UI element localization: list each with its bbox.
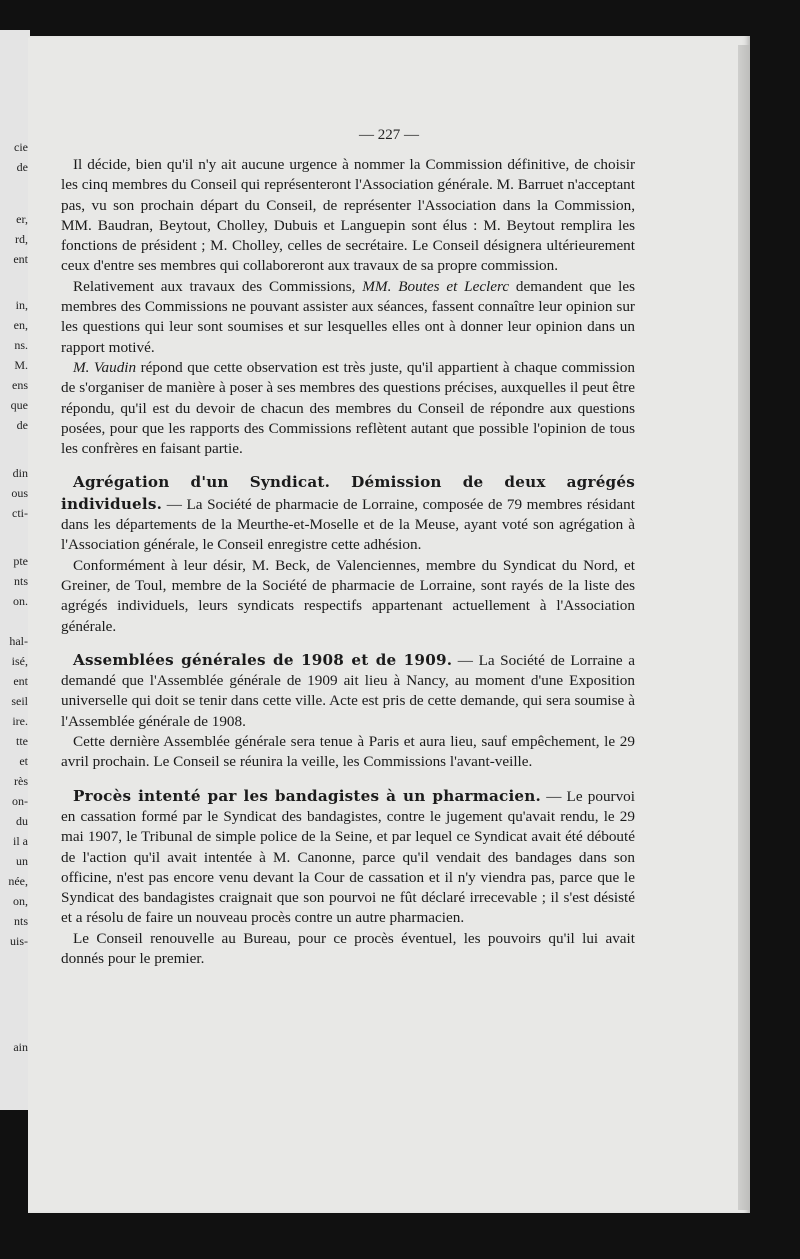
facing-page-fragment: isé, — [11, 654, 28, 668]
paragraph-assemblee-paris: Cette dernière Assemblée générale sera tenue à Paris et aura lieu, sauf empêchement, le 29 avril prochain. Le Conseil se réunira la veille, les Commissions l'avant-veille. — [61, 733, 635, 771]
facing-page-fragment: M. — [14, 358, 28, 372]
facing-page-fragment: du — [16, 814, 28, 828]
facing-page-fragment: on. — [13, 594, 28, 608]
facing-page-fragment: ent — [13, 674, 28, 688]
facing-page-fragment: un — [16, 854, 28, 868]
facing-page-fragment: pte — [13, 554, 28, 568]
facing-page-fragment: que — [10, 398, 28, 412]
facing-page-fragment: uis- — [10, 934, 28, 948]
section-text: — La Société de Lorraine a demandé que l'Assemblée générale de 1909 ait lieu à Nancy, au moment d'une Exposition universelle qui doit se tenir dans cette ville. Acte est pris de cette demande, qui sera soumise à l'Assemblée générale de 1908. — [61, 651, 635, 730]
section-assemblees — [61, 650, 635, 732]
paragraph-commission: Il décide, bien qu'il n'y ait aucune urgence à nommer la Commission définitive, de choisir les cinq membres du Conseil qui représenteront l'Association générale. M. Barruet n'acceptant pas, vu son prochain départ du Conseil, de représenter l'Association dans la Commission, MM. Baudran, Beytout, Cholley, Dubuis et Languepin sont élus : M. Beytout remplira les fonctions de président ; M. Cholley, celles de secrétaire. Le Conseil désignera ultérieurement ceux d'entre ses membres qui collaboreront aux travaux de sa propre commission. — [61, 156, 635, 275]
body-text — [61, 155, 635, 969]
paragraph-vaudin — [61, 358, 635, 459]
paragraph-body: demandent que les membres des Commissions ne pouvant assister aux séances, fassent connaître leur opinion sur les questions qui leur sont soumises et sur lesquelles elles ont à donner leur opinion dans un rapport motivé. — [61, 277, 635, 356]
paragraph-lead: Relativement aux travaux des Commissions, — [73, 277, 363, 295]
facing-page-fragment: en, — [13, 318, 28, 332]
facing-page-fragment: rd, — [15, 232, 28, 246]
speaker-names: MM. Boutes et Leclerc — [362, 277, 510, 295]
section-text: — Le pourvoi en cassation formé par le Syndicat des bandagistes, contre le jugement qu'avait rendu, le 29 mai 1907, le Tribunal de simple police de la Seine, et par lequel ce Syndicat avait été débouté de l'action qu'il avait intentée à M. Canonne, parce qu'il vendait des bandages dans son officine, n'est pas encore venu devant la Cour de cassation et il n'y viendra pas, parce que le Syndicat des bandagistes craignait que son pourvoi ne fût déclaré irrecevable ; il s'est désisté et a résolu de faire un nouveau procès contre un autre pharmacien. — [61, 787, 635, 927]
facing-page-fragment: ain — [13, 1040, 28, 1054]
facing-page-fragment: on- — [12, 794, 28, 808]
facing-page-fragment: ns. — [14, 338, 28, 352]
section-title: Procès intenté par les bandagistes à un pharmacien. — [73, 786, 542, 805]
facing-page-fragment: cti- — [12, 506, 28, 520]
document-page — [28, 36, 750, 1213]
facing-page-edge — [0, 30, 30, 1110]
facing-page-fragment: on, — [13, 894, 28, 908]
section-proces — [61, 786, 635, 929]
page-edge — [738, 45, 750, 1210]
facing-page-fragment: il a — [13, 834, 28, 848]
paragraph-conseil-bureau: Le Conseil renouvelle au Bureau, pour ce procès éventuel, les pouvoirs qu'il lui avait donnés pour le premier. — [61, 929, 635, 967]
facing-page-fragment: ent — [13, 252, 28, 266]
facing-page-fragment: née, — [8, 874, 28, 888]
section-title: Agrégation d'un Syndicat. Démission de deux agrégés individuels. — [61, 473, 635, 513]
paragraph-beck-greiner: Conformément à leur désir, M. Beck, de Valenciennes, membre du Syndicat du Nord, et Greiner, de Toul, membre de la Société de pharmacie de Lorraine, sont rayés de la liste des agrégés individuels, leurs syndicats respectifs appartenant actuellement à l'Association générale. — [61, 556, 635, 635]
facing-page-fragment: ous — [11, 486, 28, 500]
facing-page-fragment: nts — [13, 914, 28, 928]
page-number: — 227 — — [359, 127, 419, 143]
facing-page-fragment: cie — [14, 140, 28, 154]
facing-page-fragment: rès — [14, 774, 28, 788]
paragraph-boutes-leclerc — [61, 277, 635, 358]
facing-page-fragment: din — [12, 466, 28, 480]
facing-page-fragment: hal- — [9, 634, 28, 648]
facing-page-fragment: ire. — [12, 714, 28, 728]
facing-page-fragment: de — [16, 160, 28, 174]
section-title: Assemblées générales de 1908 et de 1909. — [73, 650, 453, 669]
section-text: — La Société de pharmacie de Lorraine, composée de 79 membres résidant dans les départements de la Meurthe-et-Moselle et de la Meuse, ayant voté son agrégation à l'Association générale, le Conseil enregistre cette adhésion. — [61, 495, 635, 554]
section-agregation — [61, 472, 635, 555]
facing-page-fragment: in, — [15, 298, 28, 312]
facing-page-fragment: er, — [16, 212, 28, 226]
facing-page-fragment: seil — [11, 694, 28, 708]
speaker-name: M. Vaudin — [73, 358, 137, 376]
paragraph-body: répond que cette observation est très juste, qu'il appartient à chaque commission de s'organiser de manière à poser à ses membres des questions précises, auxquelles il peut être répondu, qu'il est du devoir de chacun des membres du Conseil de répondre aux questions posées, pour que les rapports des Commissions reflètent autant que possible l'opinion de tous les confrères en faisant partie. — [61, 358, 636, 458]
facing-page-fragment: et — [19, 754, 28, 768]
facing-page-fragment: nts — [13, 574, 28, 588]
facing-page-fragment: de — [16, 418, 28, 432]
facing-page-fragment: tte — [16, 734, 28, 748]
facing-page-fragment: ens — [12, 378, 28, 392]
